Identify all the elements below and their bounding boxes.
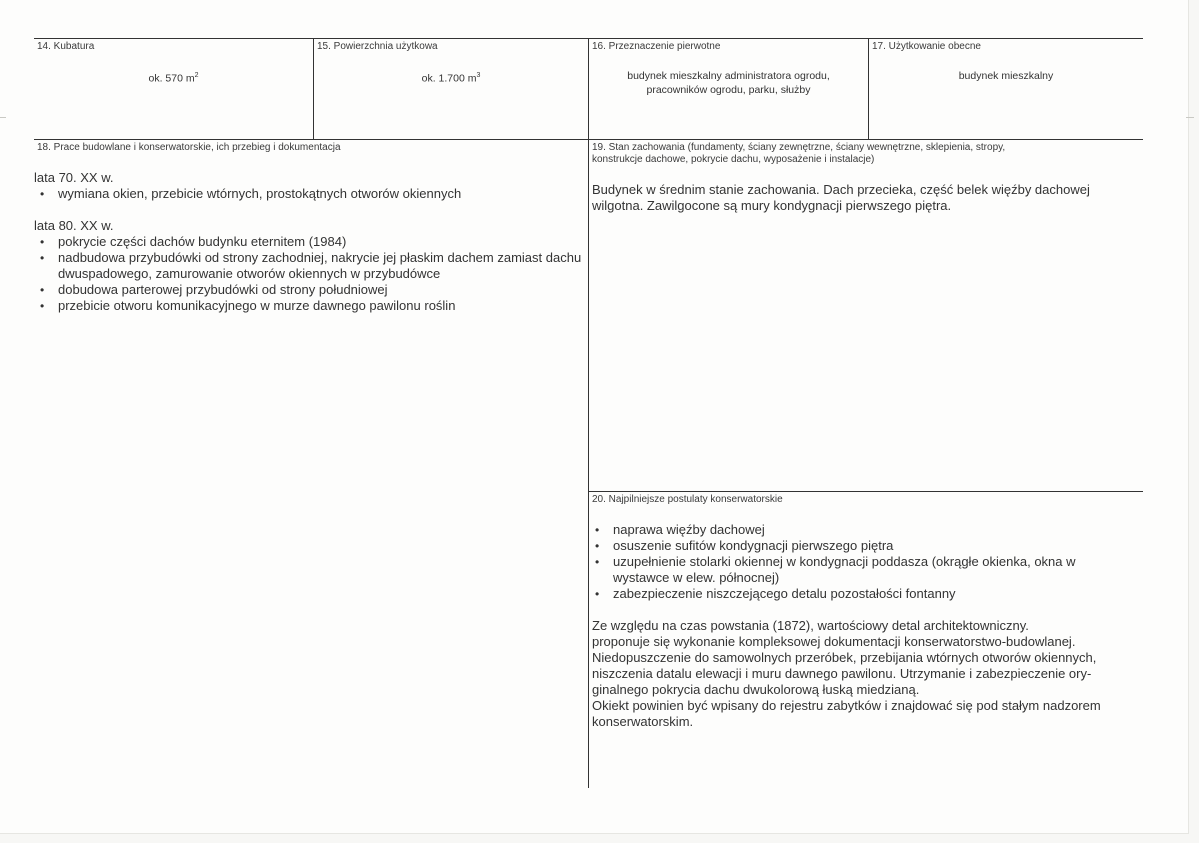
cell-przeznaczenie	[589, 38, 868, 139]
cell-postulaty	[589, 491, 1143, 788]
cell-prace-budowlane	[34, 139, 588, 788]
period-heading: lata 80. XX w.	[34, 218, 114, 233]
cell-label: 18. Prace budowlane i konserwatorskie, ich przebieg i dokumentacja	[37, 142, 341, 153]
works-list	[34, 234, 588, 314]
list-item: • dobudowa parterowej przybudówki od strony południowej	[34, 282, 588, 298]
cell-value: ok. 570 $m^2$	[148, 72, 199, 85]
cell-content	[34, 154, 588, 314]
list-item: • uzupełnienie stolarki okiennej w kondygnacji poddasza (okrągłe okienka, okna w wystawce w elew. północnej)	[589, 554, 1113, 586]
list-item: • naprawa więźby dachowej	[589, 522, 1113, 538]
postulates-list	[589, 522, 1113, 602]
works-list	[34, 186, 588, 202]
cell-label: 20. Najpilniejsze postulaty konserwatorskie	[592, 494, 783, 505]
form-table	[34, 38, 1143, 788]
cell-label: 17. Użytkowanie obecne	[872, 41, 981, 52]
list-item: • pokrycie części dachów budynku eternitem (1984)	[34, 234, 588, 250]
cell-label: 19. Stan zachowania (fundamenty, ściany zewnętrzne, ściany wewnętrzne, sklepienia, stropy, konstrukcje dachowe, pokrycie dachu, wyposażenie i instalacje)	[592, 142, 1006, 165]
condition-text: Budynek w średnim stanie zachowania. Dach przecieka, część belek więźby dachowej wilgotna. Zawilgocone są mury kondygnacji pierwszego piętra.	[592, 182, 1090, 213]
cell-stan-zachowania	[589, 139, 1143, 491]
scan-mark	[1186, 117, 1194, 118]
scan-mark	[0, 117, 6, 118]
cell-label: 16. Przeznaczenie pierwotne	[592, 41, 721, 52]
cell-label: 15. Powierzchnia użytkowa	[317, 41, 438, 52]
cell-kubatura	[34, 38, 313, 139]
list-item: • zabezpieczenie niszczejącego detalu pozostałości fontanny	[589, 586, 1113, 602]
list-item: • osuszenie sufitów kondygnacji pierwszego piętra	[589, 538, 1113, 554]
cell-value: ok. 1.700 $m^3$	[421, 72, 481, 85]
recommendation-paragraph: Ze względu na czas powstania (1872), wartościowy detal architektowniczny. proponuje się wykonanie kompleksowej dokumentacji konserwatorstwo-budowlanej. Niedopuszczenie do samowolnych przeróbek, przebijania wtórnych otworów okiennych, niszczenia datalu elewacji i muru dawnego pawilonu. Utrzymanie i zabezpieczenie ory- ginalnego pokrycia dachu dwukolorową łuską miedzianą. Okiekt powinien być wpisany do rejestru zabytków i znajdować się pod stałym nadzorem konserwatorskim.	[592, 618, 1101, 729]
cell-powierzchnia	[314, 38, 588, 139]
cell-value: budynek mieszkalny	[958, 70, 1054, 82]
cell-label: 14. Kubatura	[37, 41, 95, 52]
list-item: • wymiana okien, przebicie wtórnych, prostokątnych otworów okiennych	[34, 186, 588, 202]
list-item: • przebicie otworu komunikacyjnego w murze dawnego pawilonu roślin	[34, 298, 588, 314]
cell-value: budynek mieszkalny administratora ogrodu, pracowników ogrodu, parku, służby	[627, 70, 830, 96]
cell-content	[589, 506, 1143, 730]
list-item: • nadbudowa przybudówki od strony zachodniej, nakrycie jej płaskim dachem zamiast dachu dwuspadowego, zamurowanie otworów okiennych w przybudówce	[34, 250, 588, 282]
period-heading: lata 70. XX w.	[34, 170, 114, 185]
cell-uzytkowanie	[869, 38, 1143, 139]
